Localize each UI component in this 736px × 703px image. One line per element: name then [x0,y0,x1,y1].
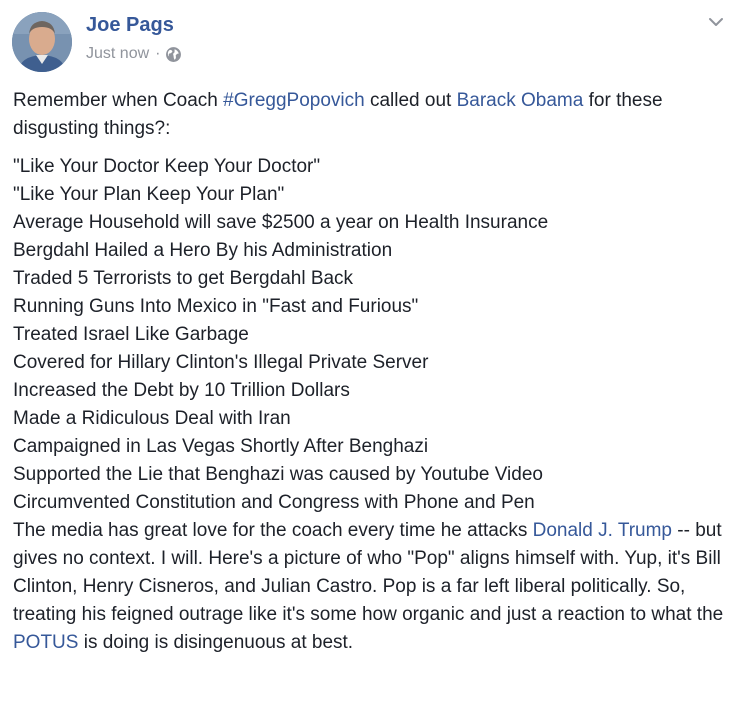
list-item: Treated Israel Like Garbage [13,324,249,345]
mention-link-potus[interactable]: POTUS [13,632,79,653]
post-meta [86,45,182,63]
meta-separator: · [155,45,161,62]
list-item: Made a Ridiculous Deal with Iran [13,408,291,429]
list-item: Campaigned in Las Vegas Shortly After Benghazi [13,436,429,457]
timestamp[interactable]: Just now [86,45,150,62]
list-item: Supported the Lie that Benghazi was caused by Youtube Video [13,464,543,485]
post-text [13,87,725,657]
list-item: Traded 5 Terrorists to get Bergdahl Back [13,268,354,289]
avatar-photo [12,12,72,72]
avatar[interactable] [12,12,72,72]
list-item: "Like Your Doctor Keep Your Doctor" [13,156,321,177]
list-item: Bergdahl Hailed a Hero By his Administration [13,240,393,261]
globe-icon[interactable] [165,46,182,63]
paragraph-intro: Remember when Coach #GreggPopovich called out Barack Obama for these disgusting things?: [13,90,663,139]
author-name[interactable]: Joe Pags [86,14,174,36]
list-item: Running Guns Into Mexico in "Fast and Furious" [13,296,419,317]
list-item: Increased the Debt by 10 Trillion Dollars [13,380,350,401]
list-item: Average Household will save $2500 a year on Health Insurance [13,212,549,233]
mention-link-donald-trump[interactable]: Donald J. Trump [532,520,673,541]
chevron-down-icon[interactable] [706,12,726,32]
paragraph-commentary: The media has great love for the coach every time he attacks Donald J. Trump -- but gives no context. I will. Here's a picture of who "Pop" aligns himself with. Yup, it's Bill Clinton, Henry Cisneros, and Julian Castro. Pop is a far left liberal politically. So, treating his feigned outrage like it's some how organic and just a reaction to what the POTUS is doing is disingenuous at best. [13,520,724,653]
list-item: "Like Your Plan Keep Your Plan" [13,184,285,205]
hashtag-link[interactable]: #GreggPopovich [223,90,365,111]
list-item: Circumvented Constitution and Congress with Phone and Pen [13,492,535,513]
mention-link-barack-obama[interactable]: Barack Obama [456,90,584,111]
list-item: Covered for Hillary Clinton's Illegal Private Server [13,352,429,373]
